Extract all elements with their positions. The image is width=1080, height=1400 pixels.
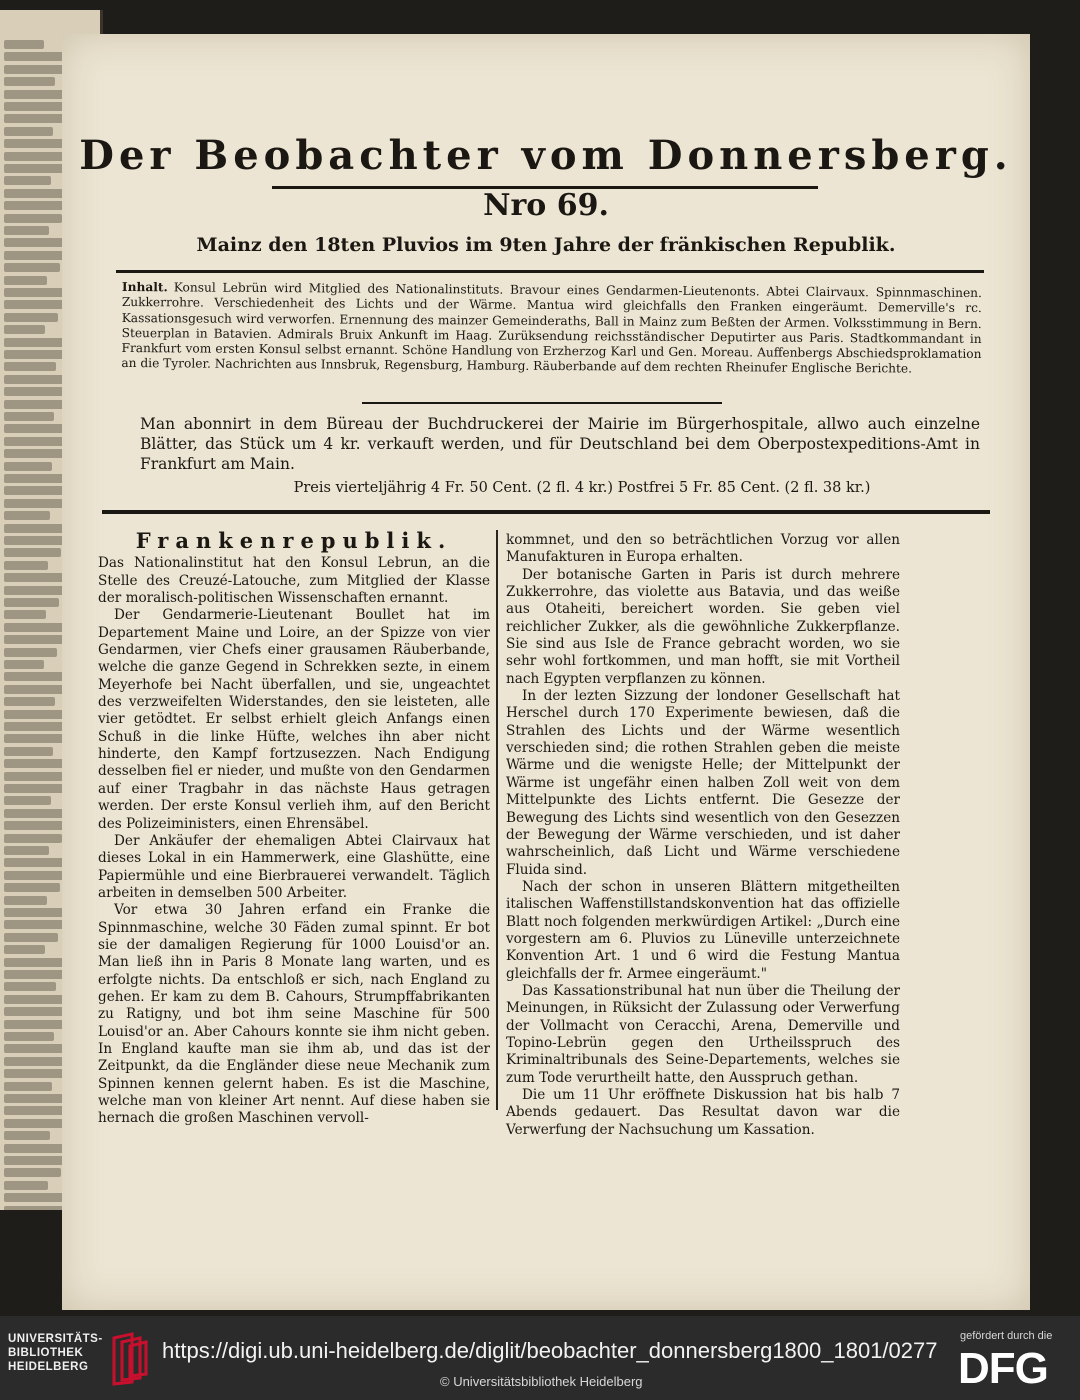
- facing-page-text-line: [4, 896, 47, 905]
- facing-page-text-line: [4, 648, 57, 657]
- facing-page-text-line: [4, 449, 65, 458]
- price-line: Preis vierteljährig 4 Fr. 50 Cent. (2 fl. 4 kr.) Postfrei 5 Fr. 85 Cent. (2 fl. 38 kr.): [293, 480, 871, 496]
- facing-page-text-line: [4, 834, 62, 843]
- facing-page-text-line: [4, 1069, 65, 1078]
- facing-page-text-line: [4, 548, 61, 557]
- left-column: [98, 528, 490, 1128]
- newspaper-page: [62, 34, 1030, 1310]
- facing-page-text-line: [4, 933, 58, 942]
- facing-page-text-line: [4, 65, 68, 74]
- facing-page-text-line: [4, 325, 45, 334]
- facing-page-text-line: [4, 1168, 61, 1177]
- facing-page-text-line: [4, 276, 47, 285]
- facing-page-text-line: [4, 313, 58, 322]
- contents-rule: [362, 402, 722, 404]
- facing-page-text-line: [4, 685, 68, 694]
- facing-page-text-line: [4, 734, 66, 743]
- facing-page-text-line: [4, 300, 71, 309]
- facing-page-text-line: [4, 1131, 50, 1140]
- section-title: Frankenrepublik.: [135, 528, 453, 553]
- article-paragraph: Der botanische Garten in Paris ist durch mehrere Zukkerrohre, das violette aus Batavia, und das weiße aus Otaheiti, bereichert worden. Sie geben viel reichlicher Zukker, als die gewöhnliche Zukkerpflanze. Sie sind aus Isle de France gebracht worden, wo sie sehr wohl fortkommen, und man hofft, sie mit Vortheil nach Egypten verpflanzen zu können.: [506, 566, 900, 687]
- table-of-contents: [121, 280, 982, 378]
- facing-page-text-line: [4, 747, 53, 756]
- facing-page-text-line: [4, 400, 67, 409]
- article-paragraph: Nach der schon in unseren Blättern mitgetheilten italischen Waffenstillstandskonvention hat das offizielle Blatt noch folgenden merkwürdigen Artikel: „Durch eine vorgestern am 6. Pluvios zu Lüneville unterzeichnete Konvention Art. 1 und 6 wird die Festung Mantua gleichfalls der fr. Armee eingeräumt.": [506, 878, 900, 982]
- contents-text: Konsul Lebrün wird Mitglied des Nationalinstituts. Bravour eines Gendarmen-Lieutenonts. Abtei Clairvaux. Spinnmaschinen. Zukkerrohre. Verschiedenheit des Lichts und der Wärme. Mantua wird gleichfalls den Franken eingeräumt. Demerville's rc. Kassationsgesuch wird verworfen. Ernennung des mainzer Gemeinderaths, Ball in Mainz zum Beßten der Armen. Volksstimmung in Bern. Steuerplan in Batavien. Admirals Bruix Ankunft im Haag. Zurüksendung reichsständischer Deputirter aus Paris. Stadtkommandant in Frankfurt vom ersten Konsul selbst ernannt. Schöne Handlung von Erzherzog Karl und Gen. Moreau. Auffenbergs Abschiedsproklamation an die Tyroler. Nachrichten aus Innsbruk, Regensburg, Hamburg. Räuberbande auf dem rechten Rheinufer Englische Berichte.: [121, 280, 982, 377]
- masthead-bottom-rule: [102, 510, 990, 514]
- facing-page-text-line: [4, 784, 64, 793]
- facing-page-text-line: [4, 697, 55, 706]
- right-column: [506, 532, 900, 1139]
- column-divider: [496, 530, 498, 1110]
- facing-page-text-line: [4, 263, 60, 272]
- library-logo-icon: [110, 1332, 150, 1386]
- facing-page-text-line: [4, 1032, 54, 1041]
- copyright-notice: © Universitätsbibliothek Heidelberg: [440, 1374, 643, 1389]
- facing-page-text-line: [4, 920, 71, 929]
- facing-page-text-line: [4, 40, 44, 49]
- viewer-footer: [0, 1316, 1080, 1400]
- article-paragraph: Die um 11 Uhr eröffnete Diskussion hat bis halb 7 Abends gedauert. Das Resultat davon war die Verwerfung der Nachsuchung um Kassation.: [506, 1087, 900, 1138]
- facing-page-text-line: [4, 1181, 48, 1190]
- facing-page-text-line: [4, 883, 60, 892]
- facing-page-text-line: [4, 660, 44, 669]
- facing-page-text-line: [4, 1020, 67, 1029]
- facing-page-text-line: [4, 164, 64, 173]
- facing-page-text-line: [4, 511, 50, 520]
- issue-number: Nro 69.: [483, 188, 609, 223]
- sponsor-caption: gefördert durch die: [960, 1330, 1053, 1342]
- facing-page-text-line: [4, 982, 56, 991]
- logo-line: BIBLIOTHEK: [8, 1347, 84, 1359]
- article-paragraph: kommnet, und den so beträchtlichen Vorzug vor allen Manufakturen in Europa erhalten.: [506, 532, 900, 566]
- facing-page-text-line: [4, 1082, 52, 1091]
- facing-page-text-line: [4, 610, 46, 619]
- subscription-notice: Man abonnirt in dem Büreau der Buchdruckerei der Mairie im Bürgerhospitale, allwo auch einzelne Blätter, das Stück um 4 kr. verkauft werden, und für Deutschland bei dem Oberpostexpeditions-Amt in Frankfurt am Main.: [140, 415, 980, 473]
- article-paragraph: Vor etwa 30 Jahren erfand ein Franke die Spinnmaschine, welche 30 Fäden zumal spinnt. Er bot sie der damaligen Regierung für 1000 Louisd'or an. Man ließ ihn in Paris 8 Monate lang warten, und es erfolgte nichts. Da entschloß er sich, nach England zu gehen. Er kam zu dem B. Cahours, Strumpffabrikanten zu Ratigny, und bot ihm seine Maschine für 500 Louisd'or an. Aber Cahours konnte sie ihm nicht geben. In England kaufte man sie ihm ab, und das ist der Zeitpunkt, da die Engländer diese neue Mechanik zum Spinnen kennen gelernt haben. Es ist die Maschine, welche man von kleiner Art nennt. Auf diese haben sie hernach die großen Maschinen vervoll-: [98, 902, 490, 1127]
- facing-page-text-line: [4, 970, 69, 979]
- header-rule: [116, 270, 984, 273]
- masthead-title: Der Beobachter vom Donnersberg.: [79, 132, 1013, 179]
- contents-label: Inhalt.: [121, 280, 168, 295]
- facing-page-text-line: [4, 114, 66, 123]
- dateline: Mainz den 18ten Pluvios im 9ten Jahre der fränkischen Republik.: [196, 234, 896, 256]
- facing-page-text-line: [4, 561, 48, 570]
- facing-page-text-line: [4, 350, 69, 359]
- facing-page-text-line: [4, 598, 59, 607]
- facing-page-text-line: [4, 499, 63, 508]
- article-paragraph: In der lezten Sizzung der londoner Gesellschaft hat Herschel durch 170 Experimente bewiesen, daß die Strahlen des Lichts und der Wärme wesentlich verschieden sind; die rothen Strahlen geben die meiste Wärme und die wenigste Helle; der Mittelpunkt der Wärme ist ungefähr einen halben Zoll weit von dem Mittelpunkte des Lichts entfernt. Die Gesezze der Bewegung des Lichts sind wesentlich von den Gesezzen der Bewegung der Wärme verschieden, und ist daher wahrscheinlich, daß Licht und Wärme verschiedene Fluida sind.: [506, 688, 900, 878]
- facing-page-text-line: [4, 176, 51, 185]
- article-paragraph: Der Gendarmerie-Lieutenant Boullet hat im Departement Maine und Loire, an der Spizze von vier Gendarmen, vier Chefs einer grausamen Räuberbande, welche die ganze Gegend in Schrekken sezte, in einem Meyerhofe bei Nacht überfallen, und sie, ungeachtet des verzweifelten Widerstandes, den sie leisteten, alle vier getödtet. Er selbst erhielt gleich Anfangs einen Schuß in die linke Hüfte, welches ihn aber nicht hinderte, den Kampf fortzusezzen. Nach Endigung desselben fiel er nieder, und mußte von den Gendarmen auf einer Tragbahr in das nächste Haus getragen werden. Der erste Konsul verlieh ihm, auf den Bericht des Polizeiministers, einen Ehrensäbel.: [98, 607, 490, 832]
- facing-page-text-line: [4, 77, 55, 86]
- facing-page-text-line: [4, 412, 54, 421]
- logo-line: UNIVERSITÄTS-: [8, 1333, 103, 1345]
- facing-page-text-line: [4, 462, 52, 471]
- permalink-url[interactable]: https://digi.ub.uni-heidelberg.de/diglit/beobachter_donnersberg1800_1801/0277: [162, 1338, 938, 1363]
- article-paragraph: Der Ankäufer der ehemaligen Abtei Clairvaux hat dieses Lokal in ein Hammerwerk, eine Glashütte, eine Papiermühle und eine Bierbrauerei verwandelt. Täglich arbeiten in demselben 500 Arbeiter.: [98, 832, 490, 901]
- dfg-logo: DFG: [958, 1344, 1048, 1393]
- facing-page-text-line: [4, 127, 53, 136]
- facing-page-text-line: [4, 846, 49, 855]
- facing-page-text-line: [4, 226, 49, 235]
- logo-line: HEIDELBERG: [8, 1361, 89, 1373]
- article-paragraph: Das Nationalinstitut hat den Konsul Lebrun, an die Stelle des Creuzé-Latouche, zum Mitglied der Klasse der moralisch-politischen Wissenschaften ernannt.: [98, 555, 490, 607]
- article-paragraph: Das Kassationstribunal hat nun über die Theilung der Meinungen, in Rüksicht der Zulassung oder Verwerfung der Vollmacht von Ceracchi, Arena, Demerville und Topino-Lebrün gegen den Urtheilsspruch des Kriminaltribunals des Seine-Departements, welches sie zum Tode verurtheilt hatte, den Ausspruch gethan.: [506, 982, 900, 1086]
- facing-page-text-line: [4, 1119, 63, 1128]
- facing-page-text-line: [4, 635, 70, 644]
- facing-page-text-line: [4, 945, 45, 954]
- library-logo-text: [8, 1332, 103, 1374]
- facing-page-text-line: [4, 796, 51, 805]
- facing-page-text-line: [4, 362, 56, 371]
- facing-page-text-line: [4, 214, 62, 223]
